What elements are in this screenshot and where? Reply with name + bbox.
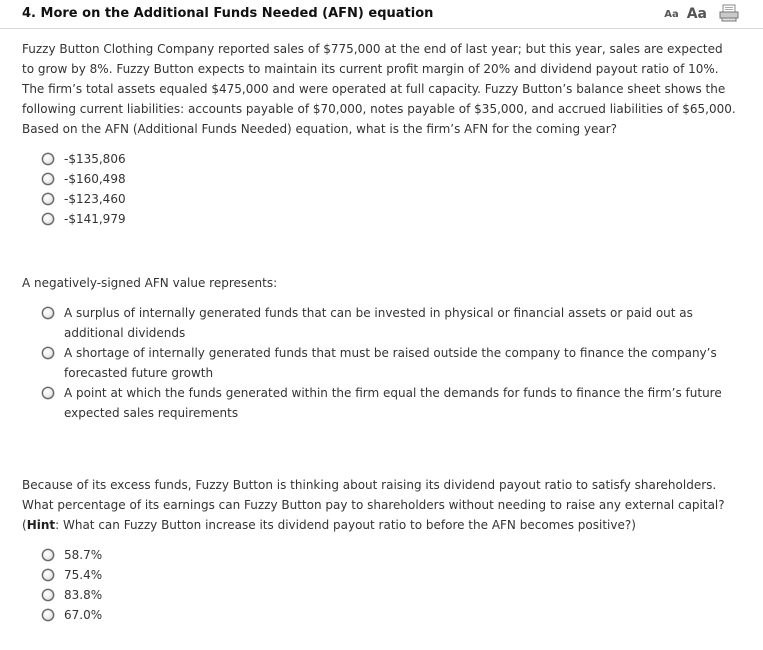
option-label: 67.0% — [64, 608, 103, 622]
radio-button[interactable] — [42, 193, 54, 205]
print-icon[interactable] — [719, 4, 739, 22]
font-size-small-button[interactable]: Aa — [664, 9, 679, 20]
answer-option[interactable] — [42, 545, 102, 565]
radio-button[interactable] — [42, 347, 54, 359]
option-label: A shortage of internally generated funds that must be raised outside the company to finance the company’s forecasted future growth — [64, 346, 717, 380]
option-label: -$141,979 — [64, 212, 126, 226]
question-header — [0, 0, 763, 29]
answer-option[interactable] — [42, 149, 126, 169]
question-3-body: Because of its excess funds, Fuzzy Button is thinking about raising its dividend payout ratio to satisfy shareholders. What percentage of its earnings can Fuzzy Button pay to shareholders without needing to raise any external capital? ( — [22, 478, 725, 532]
answer-option[interactable] — [42, 383, 732, 423]
answer-option[interactable] — [42, 605, 102, 625]
radio-button[interactable] — [42, 549, 54, 561]
option-label: 75.4% — [64, 568, 103, 582]
option-label: A surplus of internally generated funds that can be invested in physical or financial assets or paid out as additional dividends — [64, 306, 693, 340]
answer-option[interactable] — [42, 189, 126, 209]
question-1-text: Fuzzy Button Clothing Company reported sales of $775,000 at the end of last year; but this year, sales are expected to grow by 8%. Fuzzy Button expects to maintain its current profit margin of 20% and dividend payout ratio of 10%. The firm’s total assets equaled $475,000 and were operated at full capacity. Fuzzy Button’s balance sheet shows the following current liabilities: accounts payable of $70,000, notes payable of $35,000, and accrued liabilities of $65,000. Based on the AFN (Additional Funds Needed) equation, what is the firm’s AFN for the coming year? — [22, 42, 736, 136]
answer-option[interactable] — [42, 585, 102, 605]
question-2-text: A negatively-signed AFN value represents: — [22, 276, 278, 290]
font-size-large-button[interactable]: Aa — [686, 6, 707, 22]
option-label: -$123,460 — [64, 192, 126, 206]
option-label: 83.8% — [64, 588, 103, 602]
radio-button[interactable] — [42, 609, 54, 621]
question-3-options — [42, 545, 102, 625]
question-3-text — [22, 475, 737, 535]
radio-button[interactable] — [42, 589, 54, 601]
question-2-options — [42, 303, 732, 423]
radio-button[interactable] — [42, 173, 54, 185]
question-title: 4. More on the Additional Funds Needed (AFN) equation — [22, 6, 434, 21]
question-1-options — [42, 149, 126, 229]
answer-option[interactable] — [42, 565, 102, 585]
radio-button[interactable] — [42, 387, 54, 399]
radio-button[interactable] — [42, 569, 54, 581]
radio-button[interactable] — [42, 307, 54, 319]
radio-button[interactable] — [42, 153, 54, 165]
option-label: 58.7% — [64, 548, 103, 562]
option-label: A point at which the funds generated within the firm equal the demands for funds to finance the firm’s future expected sales requirements — [64, 386, 722, 420]
option-label: -$160,498 — [64, 172, 126, 186]
hint-label: Hint — [26, 518, 56, 532]
hint-text: : What can Fuzzy Button increase its dividend payout ratio to before the AFN becomes positive?) — [55, 518, 636, 532]
answer-option[interactable] — [42, 169, 126, 189]
answer-option[interactable] — [42, 303, 732, 343]
answer-option[interactable] — [42, 343, 732, 383]
radio-button[interactable] — [42, 213, 54, 225]
answer-option[interactable] — [42, 209, 126, 229]
font-size-tools — [664, 4, 739, 22]
option-label: -$135,806 — [64, 152, 126, 166]
